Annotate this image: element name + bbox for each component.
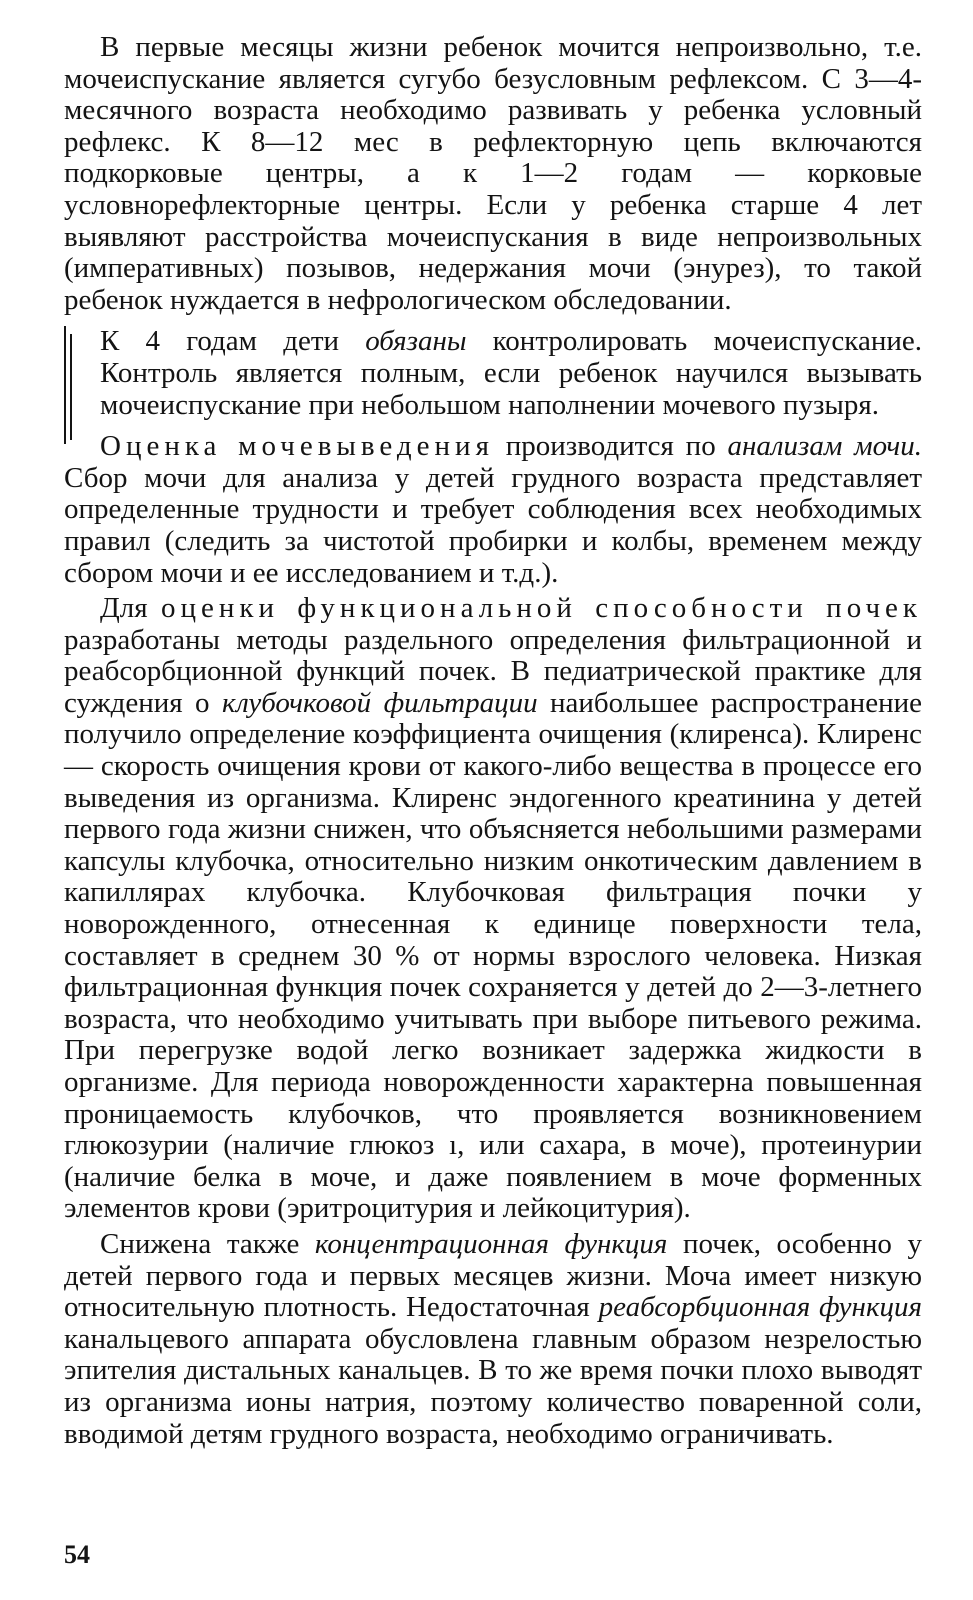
callout-text-rest: контролировать мочеиспускание. Контроль является полным, если ребенок научился вызывать мочеиспускание при небольшом наполнении мочевого пузыря. xyxy=(100,325,922,421)
page-number: 54 xyxy=(64,1540,90,1569)
callout-box xyxy=(64,326,922,421)
paragraph-text-rest: канальцевого аппарата обусловлена главным образом незрелостью эпителия дистальных канальцев. В то же время почки плохо выводят из организма ионы натрия, поэтому количество поваренной соли, вводимой детям грудного возраста, необходимо ограничивать. xyxy=(64,1322,922,1450)
paragraph-concentration-function xyxy=(64,1229,922,1450)
spaced-term: Оценка мочевыведения xyxy=(100,430,494,463)
paragraph-text-mid: почек, особенно у детей первого года и первых месяцев жизни. Моча имеет низкую относительную плотность. Недостаточная xyxy=(64,1227,922,1324)
paragraph-text: Снижена также xyxy=(100,1227,315,1260)
emphasis-term: клубочковой фильтрации xyxy=(221,686,538,719)
spaced-term: оценки функциональной способности почек xyxy=(160,592,922,625)
emphasis-term-2: реабсорбционная функция xyxy=(598,1291,922,1324)
emphasis-term: концентрационная функция xyxy=(314,1227,668,1260)
page-body xyxy=(64,32,922,1450)
emphasis-term: анализам мочи. xyxy=(727,430,922,463)
paragraph-text: производится по xyxy=(493,430,728,463)
paragraph-urine-analysis xyxy=(64,431,922,589)
callout-bar xyxy=(64,326,66,444)
paragraph-kidney-function xyxy=(64,593,922,1225)
callout-text: К 4 годам дети xyxy=(100,325,366,358)
callout-emphasis: обязаны xyxy=(365,325,467,358)
paragraph-text-rest: наибольшее распространение получило определение коэффициента очищения (клиренса). Клиренс — скорость очищения крови от какого-либо вещества в процессе его выведения из организма. Клиренс эндогенного креатинина у детей первого года жизни снижен, что объясняется небольшими размерами капсулы клубочка, относительно низким онкотическим давлением в капиллярах клубочка. Клубочковая фильтрация почки у новорожденного, отнесенная к единице поверхности тела, составляет в среднем 30 % от нормы взрослого человека. Низкая фильтрационная функция почек сохраняется у детей до 2—3-летнего возраста, что необходимо учитывать при выборе питьевого режима. При перегрузке водой легко возникает задержка жидкости в организме. Для периода новорожденности характерна повышенная проницаемость клубочков, что проявляется возникновением глюкозурии (наличие глюкоз ı, или сахара, в моче), протеинурии (наличие белка в моче, и даже появлением в моче форменных элементов крови (эритроцитурия и лейкоцитурия). xyxy=(64,686,922,1225)
paragraph-text: Для xyxy=(100,592,161,625)
paragraph-urination-reflex: В первые месяцы жизни ребенок мочится непроизвольно, т.е. мочеиспускание является сугубо безусловным рефлексом. С 3—4-месячного возраста необходимо развивать у ребенка условный рефлекс. К 8—12 мес в рефлекторную цепь включаются подкорковые центры, а к 1—2 годам — корковые условнорефлекторные центры. Если у ребенка старше 4 лет выявляют расстройства мочеиспускания в виде непроизвольных (императивных) позывов, недержания мочи (энурез), то такой ребенок нуждается в нефрологическом обследовании. xyxy=(64,31,922,316)
callout-bar-inner xyxy=(70,334,72,440)
paragraph-text-mid: разработаны методы раздельного определения фильтрационной и реабсорбционной функций почек. В педиатрической практике для суждения о xyxy=(64,623,922,719)
paragraph-text-rest: Сбор мочи для анализа у детей грудного возраста представляет определенные трудности и требует соблюдения всех необходимых правил (следить за чистотой пробирки и колбы, временем между сбором мочи и ее исследованием и т.д.). xyxy=(64,461,922,589)
